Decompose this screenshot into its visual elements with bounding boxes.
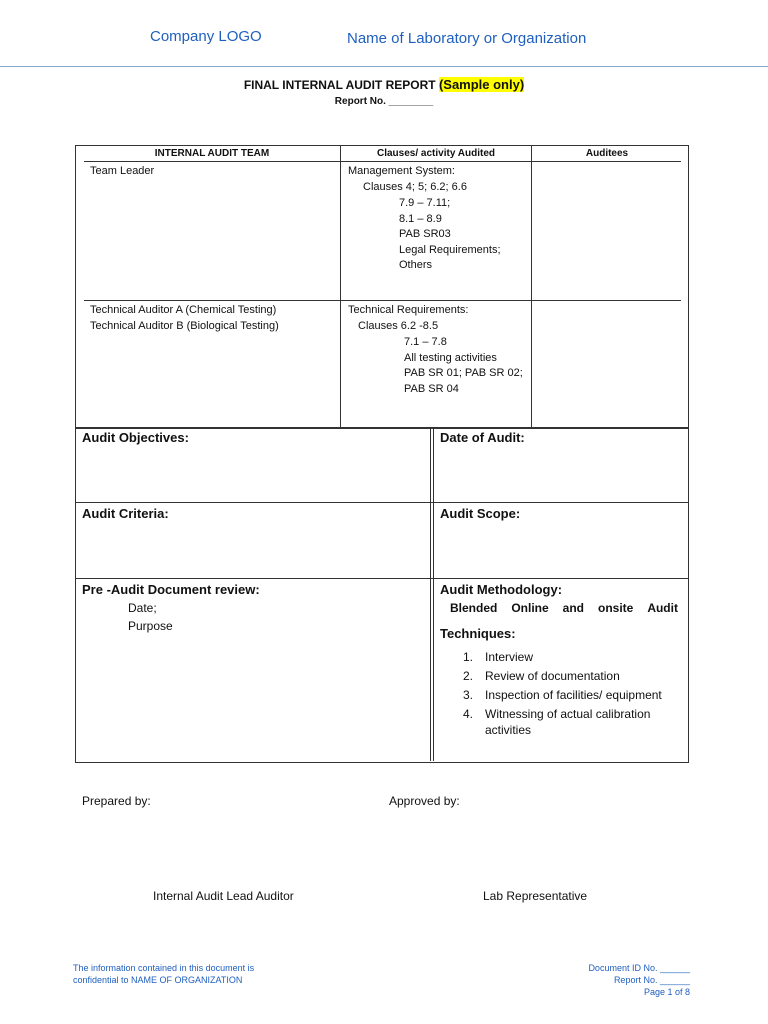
list-item: PAB SR03 bbox=[399, 228, 451, 241]
lead-auditor-signature: Internal Audit Lead Auditor bbox=[153, 889, 294, 903]
methodology-word: onsite bbox=[597, 601, 634, 615]
list-item: 7.1 – 7.8 bbox=[404, 336, 447, 348]
management-system-heading: Management System: bbox=[348, 165, 455, 177]
page-number: Page 1 of 8 bbox=[643, 987, 690, 997]
methodology-word: Audit bbox=[647, 601, 678, 615]
details-row-divider-1 bbox=[76, 502, 688, 503]
confidentiality-line: confidential to NAME OF ORGANIZATION bbox=[73, 975, 243, 985]
technical-auditor-b: Technical Auditor B (Biological Testing) bbox=[90, 319, 279, 332]
list-item: 1. Interview bbox=[463, 650, 534, 664]
technical-requirements-clause-list bbox=[404, 335, 523, 397]
team-leader-label: Team Leader bbox=[90, 165, 155, 177]
list-item: 3. Inspection of facilities/ equipment bbox=[463, 688, 662, 702]
header-auditees: Auditees bbox=[585, 148, 629, 159]
list-item: Others bbox=[399, 259, 433, 272]
confidentiality-line: The information contained in this document is bbox=[73, 963, 255, 973]
techniques-label: Techniques: bbox=[440, 626, 516, 641]
methodology-word: and bbox=[562, 601, 584, 615]
audit-methodology-label: Audit Methodology: bbox=[440, 582, 563, 597]
pre-audit-review-label: Pre -Audit Document review: bbox=[82, 582, 260, 597]
document-info bbox=[588, 962, 690, 998]
pre-audit-date: Date; bbox=[128, 601, 157, 615]
organization-name: Name of Laboratory or Organization bbox=[347, 30, 587, 47]
details-row-divider-2 bbox=[76, 578, 688, 579]
audit-scope-label: Audit Scope: bbox=[440, 506, 521, 521]
prepared-by-label: Prepared by: bbox=[82, 794, 151, 808]
list-item: PAB SR 01; PAB SR 02; bbox=[404, 367, 523, 380]
confidentiality-notice bbox=[73, 962, 254, 986]
company-logo-text: Company LOGO bbox=[150, 28, 262, 45]
header-divider bbox=[0, 66, 768, 67]
methodology-word: Blended bbox=[450, 601, 498, 615]
document-id: Document ID No. ______ bbox=[588, 963, 690, 973]
management-system-clauses: Clauses 4; 5; 6.2; 6.6 bbox=[363, 181, 467, 193]
date-of-audit-label: Date of Audit: bbox=[440, 430, 525, 445]
details-col-divider-inner bbox=[433, 428, 434, 761]
list-item: 4. Witnessing of actual calibration activities bbox=[463, 707, 651, 737]
methodology-word: Online bbox=[511, 601, 549, 615]
header-clauses-audited: Clauses/ activity Audited bbox=[377, 148, 495, 159]
technical-auditors bbox=[90, 303, 279, 334]
audit-objectives-label: Audit Objectives: bbox=[82, 430, 189, 445]
pre-audit-purpose: Purpose bbox=[128, 619, 173, 633]
list-item: PAB SR 04 bbox=[404, 382, 459, 395]
report-title bbox=[0, 77, 768, 92]
table-header-underline bbox=[84, 161, 681, 162]
list-item: 8.1 – 8.9 bbox=[399, 212, 442, 225]
approved-by-label: Approved by: bbox=[389, 794, 460, 808]
list-item: 2. Review of documentation bbox=[463, 669, 620, 683]
technical-requirements-clauses: Clauses 6.2 -8.5 bbox=[358, 320, 439, 332]
list-item: All testing activities bbox=[404, 351, 497, 364]
table-row-divider bbox=[84, 300, 681, 301]
sample-only-highlight: (Sample only) bbox=[438, 77, 525, 92]
techniques-list bbox=[463, 649, 662, 741]
list-item: 7.9 – 7.11; bbox=[399, 197, 451, 209]
technical-auditor-a: Technical Auditor A (Chemical Testing) bbox=[90, 304, 277, 316]
audit-criteria-label: Audit Criteria: bbox=[82, 506, 169, 521]
header-internal-audit-team: INTERNAL AUDIT TEAM bbox=[154, 148, 270, 159]
report-title-main: FINAL INTERNAL AUDIT REPORT bbox=[243, 78, 436, 92]
management-system-clause-list bbox=[399, 196, 501, 274]
table-col-divider-1 bbox=[340, 146, 341, 427]
details-col-divider bbox=[430, 428, 431, 761]
list-item: Legal Requirements; bbox=[399, 243, 501, 256]
audit-methodology-value bbox=[450, 601, 678, 615]
report-number: Report No. ________ bbox=[334, 96, 434, 107]
technical-requirements-heading: Technical Requirements: bbox=[348, 304, 469, 316]
table-col-divider-2 bbox=[531, 146, 532, 427]
footer-report-number: Report No. ______ bbox=[613, 975, 690, 985]
lab-representative-signature: Lab Representative bbox=[483, 889, 588, 903]
